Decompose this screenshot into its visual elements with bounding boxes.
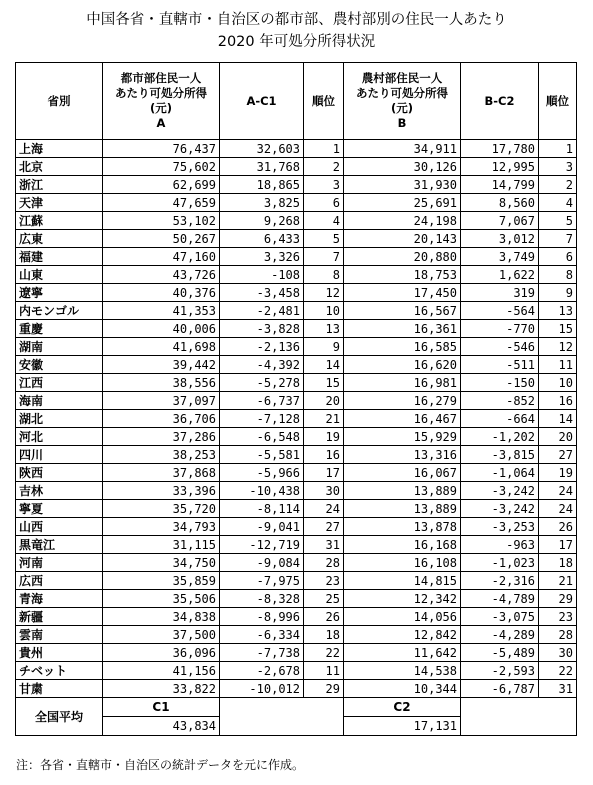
- table-row: [16, 518, 577, 536]
- b-minus-c2-cell: -1,202: [461, 428, 539, 446]
- province-cell: チベット: [16, 662, 103, 680]
- rank-urban-cell: 19: [304, 428, 344, 446]
- urban-income-cell: 41,156: [103, 662, 220, 680]
- b-minus-c2-cell: -770: [461, 320, 539, 338]
- table-row: [16, 482, 577, 500]
- province-cell: 黒竜江: [16, 536, 103, 554]
- table-row: [16, 320, 577, 338]
- table-row: [16, 266, 577, 284]
- rank-urban-cell: 30: [304, 482, 344, 500]
- rural-income-cell: 16,067: [344, 464, 461, 482]
- a-minus-c1-cell: -6,737: [220, 392, 304, 410]
- urban-income-cell: 43,726: [103, 266, 220, 284]
- rank-urban-cell: 25: [304, 590, 344, 608]
- rank-rural-cell: 19: [539, 464, 577, 482]
- table-row: [16, 284, 577, 302]
- rural-income-cell: 13,316: [344, 446, 461, 464]
- urban-income-cell: 76,437: [103, 140, 220, 158]
- a-minus-c1-cell: -10,438: [220, 482, 304, 500]
- rural-income-cell: 16,567: [344, 302, 461, 320]
- table-row: [16, 248, 577, 266]
- rural-income-cell: 25,691: [344, 194, 461, 212]
- a-minus-c1-cell: -3,458: [220, 284, 304, 302]
- province-cell: 江蘇: [16, 212, 103, 230]
- urban-income-cell: 41,698: [103, 338, 220, 356]
- rank-rural-cell: 22: [539, 662, 577, 680]
- rural-income-cell: 15,929: [344, 428, 461, 446]
- rank-rural-cell: 11: [539, 356, 577, 374]
- a-minus-c1-cell: 32,603: [220, 140, 304, 158]
- b-minus-c2-cell: -511: [461, 356, 539, 374]
- table-row: [16, 410, 577, 428]
- urban-income-cell: 37,500: [103, 626, 220, 644]
- rank-rural-cell: 27: [539, 446, 577, 464]
- urban-income-cell: 35,720: [103, 500, 220, 518]
- province-cell: 福建: [16, 248, 103, 266]
- urban-income-cell: 53,102: [103, 212, 220, 230]
- rank-rural-cell: 29: [539, 590, 577, 608]
- a-minus-c1-cell: -5,581: [220, 446, 304, 464]
- table-row: [16, 194, 577, 212]
- table-row: [16, 608, 577, 626]
- c2-value: 17,131: [344, 717, 461, 736]
- a-minus-c1-cell: -9,041: [220, 518, 304, 536]
- rank-urban-cell: 27: [304, 518, 344, 536]
- urban-income-cell: 33,396: [103, 482, 220, 500]
- b-minus-c2-cell: 319: [461, 284, 539, 302]
- urban-income-cell: 34,750: [103, 554, 220, 572]
- rank-rural-cell: 28: [539, 626, 577, 644]
- urban-income-cell: 36,706: [103, 410, 220, 428]
- b-minus-c2-cell: -4,789: [461, 590, 539, 608]
- rural-income-cell: 16,361: [344, 320, 461, 338]
- province-cell: 雲南: [16, 626, 103, 644]
- rural-income-cell: 20,880: [344, 248, 461, 266]
- table-subtitle: 2020 年可処分所得状況: [217, 34, 376, 50]
- table-row: [16, 464, 577, 482]
- average-empty-cell-2: [461, 698, 577, 736]
- rank-urban-cell: 24: [304, 500, 344, 518]
- b-minus-c2-cell: 7,067: [461, 212, 539, 230]
- rank-rural-cell: 5: [539, 212, 577, 230]
- rank-urban-cell: 5: [304, 230, 344, 248]
- a-minus-c1-cell: 9,268: [220, 212, 304, 230]
- average-section: [16, 698, 577, 736]
- header-rank-rural: 順位: [539, 63, 577, 140]
- rank-rural-cell: 16: [539, 392, 577, 410]
- rank-rural-cell: 30: [539, 644, 577, 662]
- rank-rural-cell: 8: [539, 266, 577, 284]
- table-row: [16, 572, 577, 590]
- header-rural-income: [344, 63, 461, 140]
- rank-rural-cell: 23: [539, 608, 577, 626]
- b-minus-c2-cell: -1,064: [461, 464, 539, 482]
- rank-urban-cell: 18: [304, 626, 344, 644]
- rank-urban-cell: 12: [304, 284, 344, 302]
- table-row: [16, 374, 577, 392]
- rank-rural-cell: 4: [539, 194, 577, 212]
- table-row: [16, 500, 577, 518]
- b-minus-c2-cell: -564: [461, 302, 539, 320]
- c1-value: 43,834: [103, 717, 220, 736]
- province-cell: 安徽: [16, 356, 103, 374]
- rank-urban-cell: 1: [304, 140, 344, 158]
- rank-rural-cell: 1: [539, 140, 577, 158]
- rank-urban-cell: 17: [304, 464, 344, 482]
- a-minus-c1-cell: -8,996: [220, 608, 304, 626]
- province-cell: 天津: [16, 194, 103, 212]
- rural-income-cell: 11,642: [344, 644, 461, 662]
- b-minus-c2-cell: -3,815: [461, 446, 539, 464]
- rural-income-cell: 31,930: [344, 176, 461, 194]
- table-row: [16, 590, 577, 608]
- urban-income-cell: 47,160: [103, 248, 220, 266]
- rural-income-cell: 16,467: [344, 410, 461, 428]
- a-minus-c1-cell: -108: [220, 266, 304, 284]
- rural-income-cell: 16,108: [344, 554, 461, 572]
- rank-urban-cell: 8: [304, 266, 344, 284]
- rank-rural-cell: 2: [539, 176, 577, 194]
- rank-urban-cell: 13: [304, 320, 344, 338]
- b-minus-c2-cell: -4,289: [461, 626, 539, 644]
- rank-rural-cell: 15: [539, 320, 577, 338]
- income-table: [15, 62, 577, 736]
- table-row: [16, 680, 577, 698]
- rural-income-cell: 16,620: [344, 356, 461, 374]
- rank-urban-cell: 2: [304, 158, 344, 176]
- table-row: [16, 554, 577, 572]
- rank-rural-cell: 7: [539, 230, 577, 248]
- a-minus-c1-cell: -3,828: [220, 320, 304, 338]
- header-urban-line1: 都市部住民一人: [120, 71, 202, 85]
- a-minus-c1-cell: -5,966: [220, 464, 304, 482]
- table-row: [16, 230, 577, 248]
- province-cell: 四川: [16, 446, 103, 464]
- rank-urban-cell: 16: [304, 446, 344, 464]
- table-row: [16, 536, 577, 554]
- urban-income-cell: 47,659: [103, 194, 220, 212]
- header-rural-line1: 農村部住民一人: [361, 71, 443, 85]
- rank-urban-cell: 10: [304, 302, 344, 320]
- header-a-minus-c1: A-C1: [220, 63, 304, 140]
- rank-urban-cell: 14: [304, 356, 344, 374]
- rank-rural-cell: 10: [539, 374, 577, 392]
- rank-urban-cell: 3: [304, 176, 344, 194]
- urban-income-cell: 35,859: [103, 572, 220, 590]
- rank-rural-cell: 17: [539, 536, 577, 554]
- table-row: [16, 446, 577, 464]
- header-province: 省別: [16, 63, 103, 140]
- a-minus-c1-cell: 3,825: [220, 194, 304, 212]
- a-minus-c1-cell: -5,278: [220, 374, 304, 392]
- urban-income-cell: 40,376: [103, 284, 220, 302]
- table-title: 中国各省・直轄市・自治区の都市部、農村部別の住民一人あたり: [86, 12, 507, 28]
- header-rural-line4: B: [397, 116, 407, 130]
- b-minus-c2-cell: 1,622: [461, 266, 539, 284]
- a-minus-c1-cell: -2,481: [220, 302, 304, 320]
- table-row: [16, 428, 577, 446]
- b-minus-c2-cell: -664: [461, 410, 539, 428]
- urban-income-cell: 38,253: [103, 446, 220, 464]
- rural-income-cell: 14,538: [344, 662, 461, 680]
- province-cell: 甘粛: [16, 680, 103, 698]
- rural-income-cell: 13,889: [344, 482, 461, 500]
- header-row: [16, 63, 577, 140]
- rural-income-cell: 24,198: [344, 212, 461, 230]
- b-minus-c2-cell: 3,012: [461, 230, 539, 248]
- urban-income-cell: 75,602: [103, 158, 220, 176]
- province-cell: 湖南: [16, 338, 103, 356]
- urban-income-cell: 62,699: [103, 176, 220, 194]
- province-cell: 遼寧: [16, 284, 103, 302]
- rank-rural-cell: 18: [539, 554, 577, 572]
- urban-income-cell: 50,267: [103, 230, 220, 248]
- a-minus-c1-cell: -2,136: [220, 338, 304, 356]
- table-row: [16, 392, 577, 410]
- province-cell: 寧夏: [16, 500, 103, 518]
- b-minus-c2-cell: -852: [461, 392, 539, 410]
- b-minus-c2-cell: -3,242: [461, 500, 539, 518]
- a-minus-c1-cell: -6,334: [220, 626, 304, 644]
- header-rural-line2: あたり可処分所得: [356, 86, 448, 100]
- province-cell: 重慶: [16, 320, 103, 338]
- rank-urban-cell: 28: [304, 554, 344, 572]
- a-minus-c1-cell: -8,114: [220, 500, 304, 518]
- rank-rural-cell: 14: [539, 410, 577, 428]
- rural-income-cell: 30,126: [344, 158, 461, 176]
- province-cell: 上海: [16, 140, 103, 158]
- average-empty-cell-1: [220, 698, 344, 736]
- rank-rural-cell: 13: [539, 302, 577, 320]
- province-cell: 山東: [16, 266, 103, 284]
- header-b-minus-c2: B-C2: [461, 63, 539, 140]
- province-cell: 広西: [16, 572, 103, 590]
- urban-income-cell: 37,286: [103, 428, 220, 446]
- rural-income-cell: 16,585: [344, 338, 461, 356]
- table-row: [16, 212, 577, 230]
- average-label: 全国平均: [16, 698, 103, 736]
- a-minus-c1-cell: -7,128: [220, 410, 304, 428]
- a-minus-c1-cell: 3,326: [220, 248, 304, 266]
- rank-rural-cell: 26: [539, 518, 577, 536]
- a-minus-c1-cell: -4,392: [220, 356, 304, 374]
- table-row: [16, 302, 577, 320]
- province-cell: 陝西: [16, 464, 103, 482]
- table-row: [16, 626, 577, 644]
- urban-income-cell: 37,868: [103, 464, 220, 482]
- rank-rural-cell: 9: [539, 284, 577, 302]
- urban-income-cell: 40,006: [103, 320, 220, 338]
- header-urban-income: [103, 63, 220, 140]
- urban-income-cell: 41,353: [103, 302, 220, 320]
- urban-income-cell: 33,822: [103, 680, 220, 698]
- rank-urban-cell: 31: [304, 536, 344, 554]
- province-cell: 貴州: [16, 644, 103, 662]
- rank-rural-cell: 24: [539, 482, 577, 500]
- province-cell: 湖北: [16, 410, 103, 428]
- rank-rural-cell: 6: [539, 248, 577, 266]
- a-minus-c1-cell: -7,975: [220, 572, 304, 590]
- a-minus-c1-cell: -7,738: [220, 644, 304, 662]
- province-cell: 海南: [16, 392, 103, 410]
- rank-rural-cell: 31: [539, 680, 577, 698]
- province-cell: 北京: [16, 158, 103, 176]
- a-minus-c1-cell: -10,012: [220, 680, 304, 698]
- b-minus-c2-cell: -963: [461, 536, 539, 554]
- province-cell: 青海: [16, 590, 103, 608]
- urban-income-cell: 36,096: [103, 644, 220, 662]
- rank-rural-cell: 24: [539, 500, 577, 518]
- b-minus-c2-cell: 17,780: [461, 140, 539, 158]
- rank-rural-cell: 21: [539, 572, 577, 590]
- c1-label: C1: [103, 698, 220, 717]
- rural-income-cell: 16,279: [344, 392, 461, 410]
- rank-urban-cell: 15: [304, 374, 344, 392]
- rank-urban-cell: 21: [304, 410, 344, 428]
- rank-rural-cell: 20: [539, 428, 577, 446]
- urban-income-cell: 34,793: [103, 518, 220, 536]
- province-cell: 江西: [16, 374, 103, 392]
- province-cell: 新疆: [16, 608, 103, 626]
- rural-income-cell: 16,168: [344, 536, 461, 554]
- province-cell: 広東: [16, 230, 103, 248]
- a-minus-c1-cell: -6,548: [220, 428, 304, 446]
- rural-income-cell: 10,344: [344, 680, 461, 698]
- rank-urban-cell: 11: [304, 662, 344, 680]
- province-cell: 吉林: [16, 482, 103, 500]
- a-minus-c1-cell: -8,328: [220, 590, 304, 608]
- rank-urban-cell: 26: [304, 608, 344, 626]
- b-minus-c2-cell: -2,593: [461, 662, 539, 680]
- a-minus-c1-cell: -12,719: [220, 536, 304, 554]
- b-minus-c2-cell: -3,253: [461, 518, 539, 536]
- rural-income-cell: 13,878: [344, 518, 461, 536]
- header-urban-line3: (元): [149, 101, 172, 115]
- urban-income-cell: 35,506: [103, 590, 220, 608]
- urban-income-cell: 31,115: [103, 536, 220, 554]
- b-minus-c2-cell: -2,316: [461, 572, 539, 590]
- rural-income-cell: 14,815: [344, 572, 461, 590]
- rank-urban-cell: 22: [304, 644, 344, 662]
- b-minus-c2-cell: -1,023: [461, 554, 539, 572]
- c2-label: C2: [344, 698, 461, 717]
- a-minus-c1-cell: 31,768: [220, 158, 304, 176]
- table-body: [16, 140, 577, 698]
- rank-rural-cell: 3: [539, 158, 577, 176]
- rank-urban-cell: 20: [304, 392, 344, 410]
- rural-income-cell: 18,753: [344, 266, 461, 284]
- b-minus-c2-cell: 3,749: [461, 248, 539, 266]
- table-row: [16, 662, 577, 680]
- rural-income-cell: 14,056: [344, 608, 461, 626]
- urban-income-cell: 38,556: [103, 374, 220, 392]
- a-minus-c1-cell: -2,678: [220, 662, 304, 680]
- province-cell: 浙江: [16, 176, 103, 194]
- table-row: [16, 158, 577, 176]
- table-row: [16, 338, 577, 356]
- rural-income-cell: 12,842: [344, 626, 461, 644]
- province-cell: 内モンゴル: [16, 302, 103, 320]
- rank-urban-cell: 7: [304, 248, 344, 266]
- b-minus-c2-cell: 8,560: [461, 194, 539, 212]
- rank-urban-cell: 29: [304, 680, 344, 698]
- urban-income-cell: 37,097: [103, 392, 220, 410]
- rural-income-cell: 34,911: [344, 140, 461, 158]
- header-urban-line4: A: [156, 116, 166, 130]
- b-minus-c2-cell: -3,075: [461, 608, 539, 626]
- rank-urban-cell: 9: [304, 338, 344, 356]
- table-row: [16, 176, 577, 194]
- rural-income-cell: 12,342: [344, 590, 461, 608]
- rank-urban-cell: 6: [304, 194, 344, 212]
- b-minus-c2-cell: 14,799: [461, 176, 539, 194]
- header-urban-line2: あたり可処分所得: [115, 86, 207, 100]
- rank-rural-cell: 12: [539, 338, 577, 356]
- a-minus-c1-cell: -9,084: [220, 554, 304, 572]
- b-minus-c2-cell: -6,787: [461, 680, 539, 698]
- average-row-labels: [16, 698, 577, 717]
- b-minus-c2-cell: -3,242: [461, 482, 539, 500]
- urban-income-cell: 39,442: [103, 356, 220, 374]
- province-cell: 河北: [16, 428, 103, 446]
- b-minus-c2-cell: -546: [461, 338, 539, 356]
- b-minus-c2-cell: -5,489: [461, 644, 539, 662]
- urban-income-cell: 34,838: [103, 608, 220, 626]
- rural-income-cell: 13,889: [344, 500, 461, 518]
- rank-urban-cell: 23: [304, 572, 344, 590]
- province-cell: 山西: [16, 518, 103, 536]
- footnote: 注：各省・直轄市・自治区の統計データを元に作成。: [16, 758, 305, 772]
- rural-income-cell: 20,143: [344, 230, 461, 248]
- table-row: [16, 140, 577, 158]
- province-cell: 河南: [16, 554, 103, 572]
- rank-urban-cell: 4: [304, 212, 344, 230]
- header-rank-urban: 順位: [304, 63, 344, 140]
- table-row: [16, 356, 577, 374]
- rural-income-cell: 16,981: [344, 374, 461, 392]
- header-rural-line3: (元): [390, 101, 413, 115]
- rural-income-cell: 17,450: [344, 284, 461, 302]
- table-row: [16, 644, 577, 662]
- a-minus-c1-cell: 18,865: [220, 176, 304, 194]
- b-minus-c2-cell: -150: [461, 374, 539, 392]
- b-minus-c2-cell: 12,995: [461, 158, 539, 176]
- a-minus-c1-cell: 6,433: [220, 230, 304, 248]
